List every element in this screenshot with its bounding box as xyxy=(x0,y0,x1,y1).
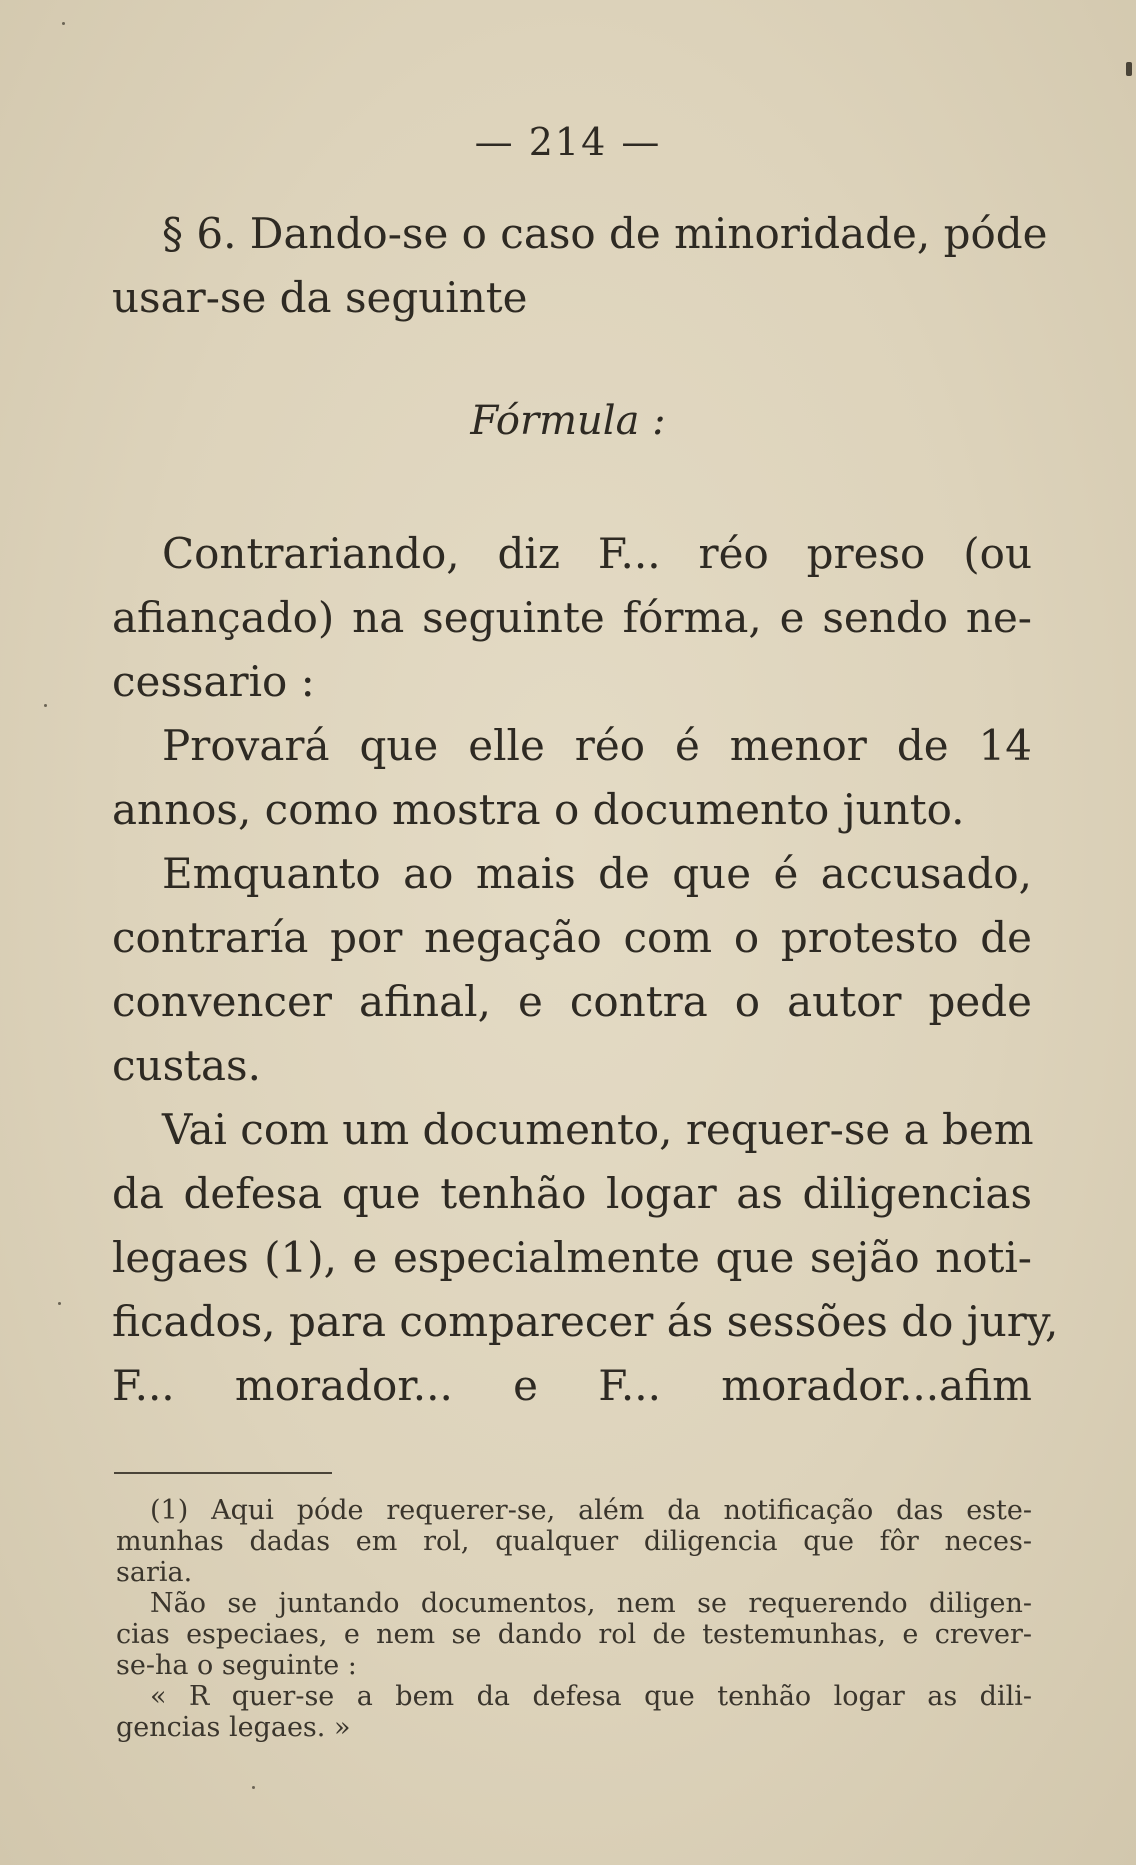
footnote-line: « R quer-se a bem da defesa que tenhão logar as dili- xyxy=(150,1681,1032,1712)
body-line-text: afiançado) na seguinte fórma, e sendo ne- xyxy=(112,593,1032,642)
page-edge-mark xyxy=(1126,62,1132,76)
page-number-header: — 214 — xyxy=(474,120,662,164)
body-line: custas. xyxy=(112,1041,261,1090)
intro-line: § 6. Dando-se o caso de minoridade, póde xyxy=(162,209,1048,258)
footnote-line: Não se juntando documentos, nem se requerendo diligen- xyxy=(150,1588,1032,1619)
paper-speck xyxy=(58,1302,61,1305)
footnotes xyxy=(116,1495,1032,1743)
paper-speck xyxy=(252,1786,255,1789)
body-line: Vai com um documento, requer-se a bem xyxy=(162,1105,1034,1154)
body-line: Provará que elle réo é menor de 14 xyxy=(162,721,1032,770)
formula-body xyxy=(112,522,1059,1418)
body-line-text: Contrariando, diz F... réo preso (ou xyxy=(162,529,1032,578)
formula-title: Fórmula : xyxy=(470,398,666,444)
footnote-line: munhas dadas em rol, qualquer diligencia que fôr neces- xyxy=(116,1526,1032,1557)
paper-speck xyxy=(62,22,65,25)
body-line xyxy=(112,522,1032,586)
body-line: annos, como mostra o documento junto. xyxy=(112,785,965,834)
body-line xyxy=(112,586,1032,650)
body-line: convencer afinal, e contra o autor pede xyxy=(112,977,1032,1026)
footnote-line: (1) Aqui póde requerer-se, além da notificação das este- xyxy=(150,1495,1032,1526)
body-line: F... morador... e F... morador...afim xyxy=(112,1361,1032,1410)
paper-speck xyxy=(44,704,47,707)
intro-line: usar-se da seguinte xyxy=(112,273,528,322)
body-line: contraría por negação com o protesto de xyxy=(112,913,1032,962)
body-line: da defesa que tenhão logar as diligencias xyxy=(112,1169,1032,1218)
body-line: ficados, para comparecer ás sessões do jury, xyxy=(112,1297,1059,1346)
body-line: Emquanto ao mais de que é accusado, xyxy=(162,849,1032,898)
footnote-divider xyxy=(114,1472,332,1474)
footnote-line: gencias legaes. » xyxy=(116,1712,351,1743)
footnote-line: cias especiaes, e nem se dando rol de testemunhas, e crever- xyxy=(116,1619,1032,1650)
footnote-line: se-ha o seguinte : xyxy=(116,1650,357,1681)
body-line: legaes (1), e especialmente que sejão noti- xyxy=(112,1233,1032,1282)
intro-paragraph xyxy=(112,202,1048,330)
body-line: cessario : xyxy=(112,657,315,706)
footnote-line: saria. xyxy=(116,1557,193,1588)
